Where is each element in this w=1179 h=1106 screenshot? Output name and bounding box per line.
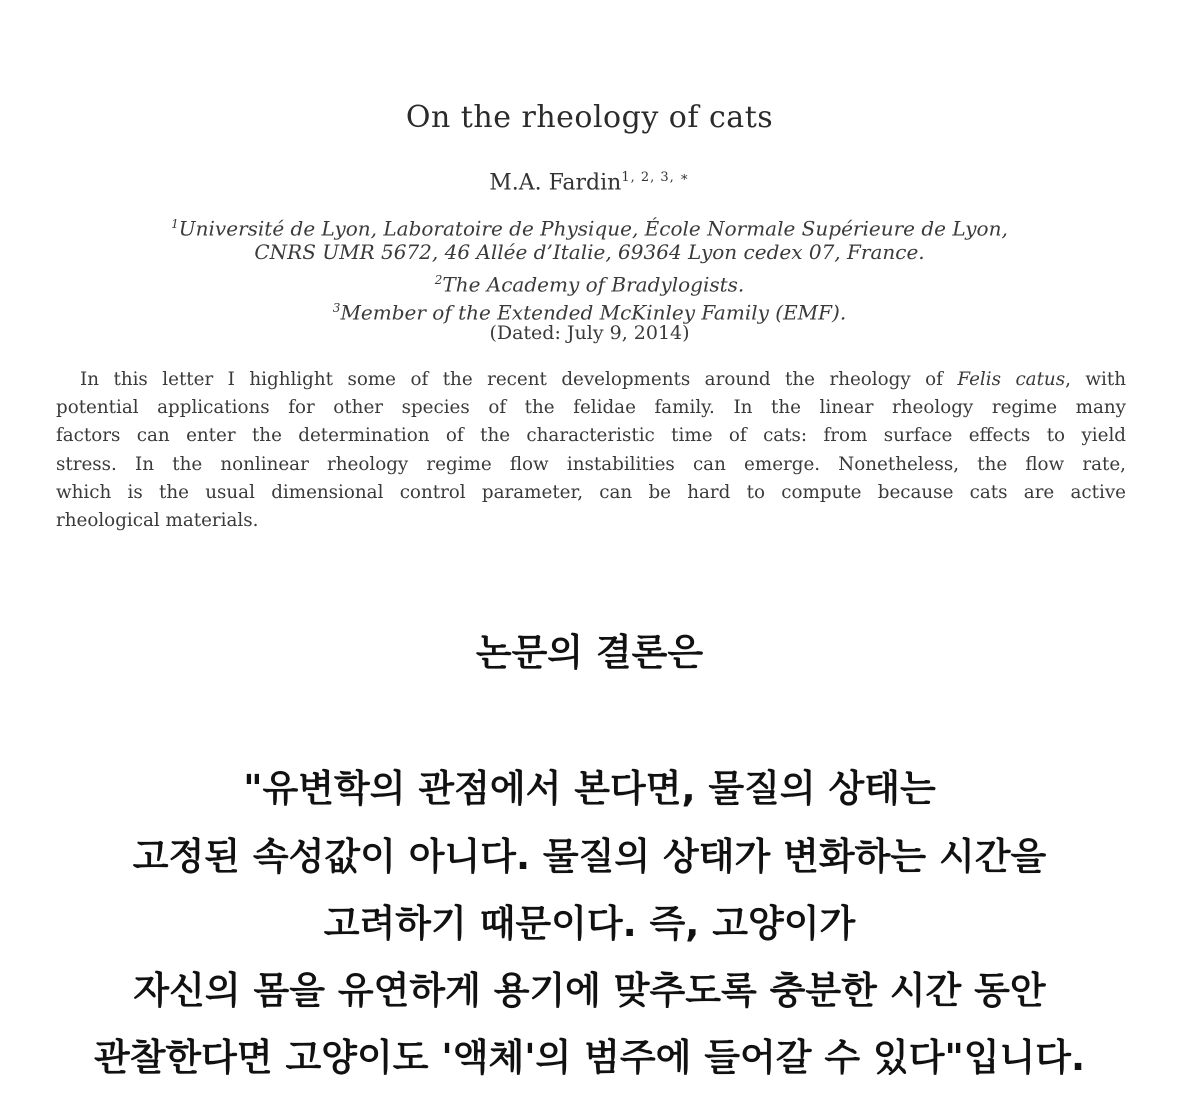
affiliation-3-marker: 3	[332, 301, 341, 315]
affiliation-1-address: CNRS UMR 5672, 46 Allée d’Italie, 69364 Lyon cedex 07, France.	[254, 240, 925, 264]
paper-title: On the rheology of cats	[405, 100, 774, 135]
affiliation-1-text: Université de Lyon, Laboratoire de Physique, École Normale Supérieure de Lyon,	[178, 216, 1008, 241]
author-name: M.A. Fardin	[489, 170, 622, 196]
abstract-line: factors can enter the determination of the characteristic time of cats: from surface effects to yield	[56, 425, 1126, 447]
caption-line: "유변학의 관점에서 본다면, 물질의 상태는	[243, 767, 936, 810]
caption-heading: 논문의 결론은	[475, 631, 704, 674]
paper-abstract	[56, 366, 1126, 535]
paper-author	[0, 170, 1179, 195]
abstract-line: which is the usual dimensional control parameter, can be hard to compute because cats are active	[56, 481, 1126, 503]
abstract-species-name: Felis catus	[957, 369, 1066, 390]
caption-line: 고려하기 때문이다. 즉, 고양이가	[323, 902, 856, 945]
affiliation-2-text: The Academy of Bradylogists.	[442, 272, 745, 297]
abstract-line: stress. In the nonlinear rheology regime flow instabilities can emerge. Nonetheless, the flow rate,	[56, 453, 1126, 475]
author-superscript: 1, 2, 3, ∗	[621, 170, 690, 185]
caption-line: 자신의 몸을 유연하게 용기에 맞추도록 충분한 시간 동안	[133, 969, 1046, 1012]
abstract-line	[56, 366, 1126, 394]
abstract-line: potential applications for other species of the felidae family. In the linear rheology regime many	[56, 397, 1126, 419]
paper-date: (Dated: July 9, 2014)	[489, 322, 690, 344]
caption-line: 고정된 속성값이 아니다. 물질의 상태가 변화하는 시간을	[132, 835, 1047, 878]
abstract-text: In this letter I highlight some of the recent developments around the rheology of	[80, 369, 958, 390]
affiliation-1-continued	[0, 238, 1179, 266]
abstract-line: rheological materials.	[56, 510, 259, 532]
abstract-text: , with	[1065, 369, 1126, 390]
affiliation-3-text: Member of the Extended McKinley Family (EMF).	[340, 300, 847, 325]
caption-line: 관찰한다면 고양이도 '액체'의 범주에 들어갈 수 있다"입니다.	[93, 1036, 1086, 1079]
affiliation-1-marker: 1	[171, 217, 179, 231]
affiliation-2-marker: 2	[434, 273, 443, 287]
